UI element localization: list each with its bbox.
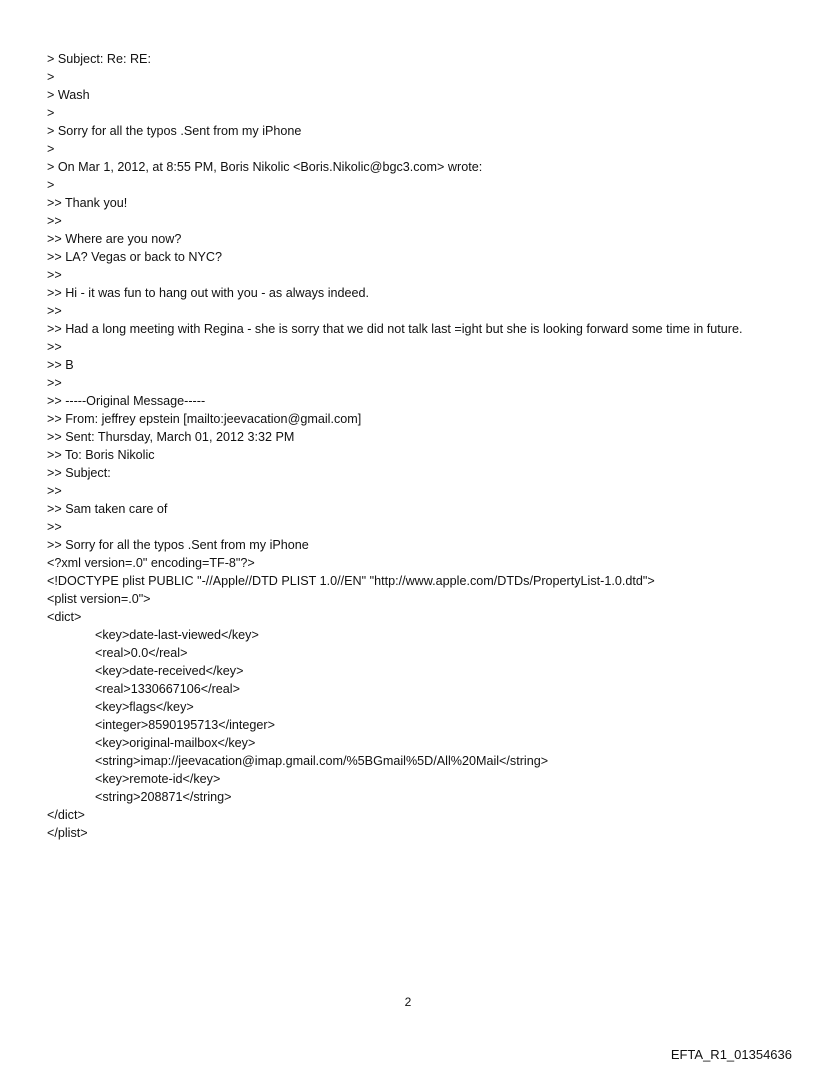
- document-line: > Wash: [47, 88, 90, 102]
- document-line: <key>flags</key>: [95, 700, 194, 714]
- document-line: <string>208871</string>: [95, 790, 232, 804]
- document-line: >> -----Original Message-----: [47, 394, 206, 408]
- document-line: >> Sam taken care of: [47, 502, 168, 516]
- document-line: <key>date-last-viewed</key>: [95, 628, 259, 642]
- document-line: <!DOCTYPE plist PUBLIC "-//Apple//DTD PLIST 1.0//EN" "http://www.apple.com/DTDs/PropertyList-1.0.dtd">: [47, 574, 655, 588]
- document-line: > Subject: Re: RE:: [47, 52, 151, 66]
- document-line: >: [47, 178, 55, 192]
- email-document-body: [47, 50, 767, 842]
- document-line: >> Where are you now?: [47, 232, 182, 246]
- document-line: >: [47, 142, 55, 156]
- document-line: > Sorry for all the typos .Sent from my iPhone: [47, 124, 302, 138]
- document-line: <real>1330667106</real>: [95, 682, 240, 696]
- document-line: <plist version=.0">: [47, 592, 151, 606]
- document-line: <?xml version=.0" encoding=TF-8"?>: [47, 556, 255, 570]
- bates-number: EFTA_R1_01354636: [670, 1047, 792, 1062]
- document-line: >>: [47, 304, 62, 318]
- document-line: >> Hi - it was fun to hang out with you - as always indeed.: [47, 286, 370, 300]
- document-line: >>: [47, 340, 62, 354]
- document-line: >: [47, 70, 55, 84]
- document-line: >> Sorry for all the typos .Sent from my iPhone: [47, 538, 309, 552]
- document-line: >>: [47, 376, 62, 390]
- document-line: >> Thank you!: [47, 196, 128, 210]
- document-line: <dict>: [47, 610, 82, 624]
- document-line: <key>original-mailbox</key>: [95, 736, 256, 750]
- document-line: >> B: [47, 358, 74, 372]
- document-line: >> From: jeffrey epstein [mailto:jeevacation@gmail.com]: [47, 412, 362, 426]
- document-line: >> To: Boris Nikolic: [47, 448, 155, 462]
- document-line: </plist>: [47, 826, 88, 840]
- document-line: >>: [47, 484, 62, 498]
- document-line: </dict>: [47, 808, 85, 822]
- document-line: >: [47, 106, 55, 120]
- document-line: >> Subject:: [47, 466, 111, 480]
- document-line: >> LA? Vegas or back to NYC?: [47, 250, 223, 264]
- document-line: >> Sent: Thursday, March 01, 2012 3:32 PM: [47, 430, 295, 444]
- page-number: 2: [404, 995, 412, 1009]
- document-line: <key>remote-id</key>: [95, 772, 221, 786]
- document-line: >>: [47, 520, 62, 534]
- document-line: <key>date-received</key>: [95, 664, 244, 678]
- document-line: <string>imap://jeevacation@imap.gmail.com/%5BGmail%5D/All%20Mail</string>: [95, 754, 549, 768]
- document-line: <real>0.0</real>: [95, 646, 188, 660]
- document-line: >>: [47, 268, 62, 282]
- document-line: <integer>8590195713</integer>: [95, 718, 275, 732]
- document-line: >> Had a long meeting with Regina - she is sorry that we did not talk last =ight but she is looking forward some time in future.: [47, 322, 743, 336]
- document-line: > On Mar 1, 2012, at 8:55 PM, Boris Nikolic <Boris.Nikolic@bgc3.com> wrote:: [47, 160, 483, 174]
- document-line: >>: [47, 214, 62, 228]
